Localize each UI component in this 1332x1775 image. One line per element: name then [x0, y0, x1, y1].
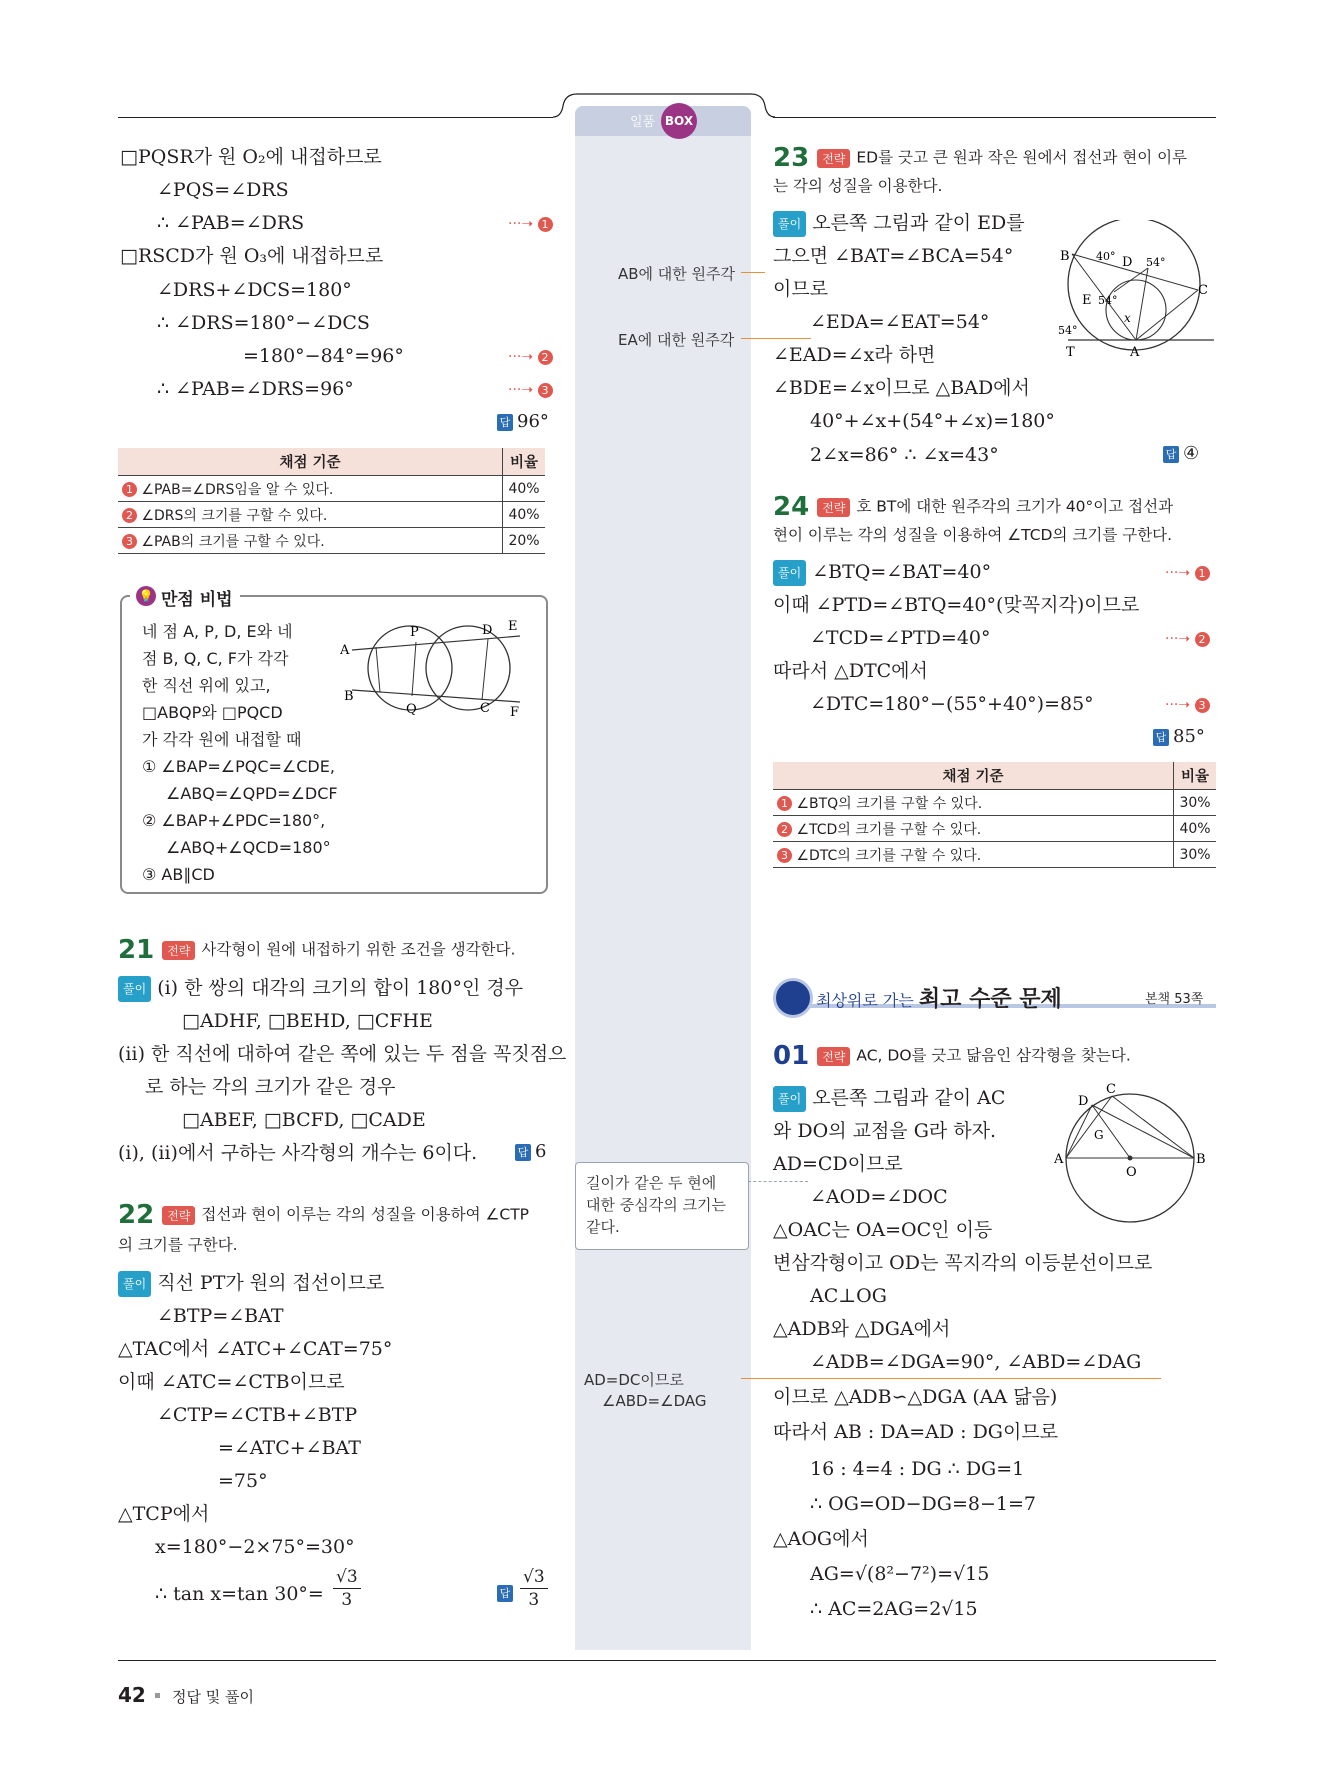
row-num: 2: [777, 822, 792, 837]
tip-line: ② ∠BAP+∠PDC=180°,: [142, 811, 326, 830]
problem-number: 23: [773, 143, 810, 173]
marker-3: ···➝ 3: [1165, 697, 1210, 713]
tip-lines: [142, 618, 338, 888]
tip-line: ∠ABQ=∠QPD=∠DCF: [166, 784, 338, 803]
p22-line-6: =∠ATC+∠BAT: [218, 1437, 361, 1459]
answer-24: [1153, 726, 1205, 747]
p22-line-2: ∠BTP=∠BAT: [157, 1305, 284, 1327]
p01-line-16: ∴ AC=2AG=2√15: [810, 1598, 978, 1620]
problem-01-header: [773, 1041, 1131, 1071]
p23-line-4: ∠EDA=∠EAT=54°: [810, 311, 990, 333]
marker-2: ···➝ 2: [508, 349, 553, 365]
fig-label-C: C: [480, 701, 490, 716]
p23-line-3: 이므로: [773, 278, 829, 300]
answer-icon: 답: [1163, 446, 1179, 463]
top-rule-right: [773, 117, 1216, 118]
answer-20-value: 96°: [517, 411, 549, 432]
solution-tag: 풀이: [118, 1271, 151, 1297]
fig-label-E: E: [1082, 293, 1092, 308]
p23-line-1: [773, 211, 1025, 237]
tip-line: ∠ABQ+∠QCD=180°: [166, 838, 331, 857]
p23-line-2: 그으면 ∠BAT=∠BCA=54°: [773, 245, 1014, 267]
p01-line-14: △AOG에서: [773, 1528, 869, 1550]
left-line-2: ∠PQS=∠DRS: [157, 179, 289, 201]
row-ratio: 30%: [1174, 790, 1217, 816]
table-row: [773, 842, 1216, 868]
top-rule-left: [118, 117, 553, 118]
p22-line-9: x=180°−2×75°=30°: [155, 1536, 355, 1558]
row-ratio: 40%: [1174, 816, 1217, 842]
left-line-5: ∠DRS+∠DCS=180°: [157, 279, 352, 301]
p23-line-7: 40°+∠x+(54°+∠x)=180°: [810, 410, 1055, 432]
p01-line-11: 따라서 AB : DA=AD : DG이므로: [773, 1421, 1059, 1443]
row-ratio: 30%: [1174, 842, 1217, 868]
p22-line-10: ∴ tan x=tan 30°=: [155, 1583, 324, 1605]
note-chord-lines: [586, 1172, 726, 1238]
answer-21-value: 6: [535, 1141, 547, 1162]
table1-header-criteria: 채점 기준: [118, 448, 503, 476]
fig-label-T: T: [1066, 345, 1075, 360]
fig-label-C: C: [1198, 283, 1208, 298]
table2-header-ratio: 비율: [1174, 762, 1217, 790]
p23-line-5: ∠EAD=∠x라 하면: [773, 344, 936, 366]
problem-22-title-2: 의 크기를 구한다.: [118, 1236, 238, 1254]
note-abd-dag: ∠ABD=∠DAG: [602, 1392, 707, 1410]
fig-label-B: B: [1196, 1152, 1206, 1167]
left-line-3: ∴ ∠PAB=∠DRS: [157, 212, 305, 234]
tangent-circles-figure: [1058, 220, 1218, 360]
problem-23-title-2: 는 각의 성질을 이용한다.: [773, 177, 943, 195]
fig-label-A: A: [1130, 345, 1140, 360]
p24-line-2: 이때 ∠PTD=∠BTQ=40°(맞꼭지각)이므로: [773, 594, 1140, 616]
p24-line-3: ∠TCD=∠PTD=40°: [810, 627, 991, 649]
left-line-6: ∴ ∠DRS=180°−∠DCS: [157, 312, 370, 334]
section-title-pre: 최상위로 가는: [816, 991, 914, 1010]
p01-line-10: 이므로 △ADB∽△DGA (AA 닮음): [773, 1386, 1058, 1408]
p22-line-1: [118, 1271, 384, 1297]
tip-line: □ABQP와 □PQCD: [142, 703, 283, 722]
answer-20: [497, 411, 549, 432]
problem-title: 호 BT에 대한 원주각의 크기가 40°이고 접선과: [856, 497, 1174, 516]
problem-24-title-2: 현이 이루는 각의 성질을 이용하여 ∠TCD의 크기를 구한다.: [773, 526, 1173, 544]
fig-label-x: x: [1124, 311, 1131, 325]
table1-header-ratio: 비율: [503, 448, 546, 476]
strategy-tag: 전략: [817, 1047, 850, 1066]
fig-label-G: G: [1094, 1128, 1104, 1142]
p24-text: ∠BTQ=∠BAT=40°: [812, 561, 992, 583]
p01-text: 오른쪽 그림과 같이 AC: [812, 1087, 1006, 1109]
problem-title: 사각형이 원에 내접하기 위한 조건을 생각한다.: [201, 940, 516, 959]
p01-line-12: 16 : 4=4 : DG ∴ DG=1: [810, 1458, 1025, 1480]
fig-label-A: A: [340, 643, 350, 658]
p01-line-6: 변삼각형이고 OD는 꼭지각의 이등분선이므로: [773, 1252, 1153, 1274]
page-number: 42: [118, 1683, 146, 1707]
problem-title: AC, DO를 긋고 닮음인 삼각형을 찾는다.: [856, 1046, 1131, 1065]
p22-line-5: ∠CTP=∠CTB+∠BTP: [157, 1404, 358, 1426]
strategy-tag: 전략: [817, 149, 850, 168]
note-connector: [748, 1181, 808, 1182]
fig-label-D: D: [1122, 255, 1133, 270]
row-num: 1: [122, 482, 137, 497]
answer-22: [497, 1582, 517, 1603]
problem-number: 24: [773, 492, 810, 522]
answer-21: [515, 1141, 546, 1162]
p22-line-3: △TAC에서 ∠ATC+∠CAT=75°: [118, 1338, 393, 1360]
fig-label-E: E: [508, 620, 518, 634]
note-connector: [741, 272, 765, 273]
row-text: ∠PAB=∠DRS임을 알 수 있다.: [141, 481, 334, 498]
note-arc-ea: EA에 대한 원주각: [618, 331, 735, 349]
problem-title: ED를 긋고 큰 원과 작은 원에서 접선과 현이 이루: [856, 148, 1188, 167]
p01-line-2: 와 DO의 교점을 G라 하자.: [773, 1120, 997, 1142]
p01-line-13: ∴ OG=OD−DG=8−1=7: [810, 1493, 1036, 1515]
answer-22-fraction: [520, 1566, 548, 1611]
problem-title: 접선과 현이 이루는 각의 성질을 이용하여 ∠CTP: [201, 1205, 530, 1224]
note-connector: [741, 338, 811, 339]
row-ratio: 40%: [503, 476, 546, 502]
fig-label-Q: Q: [406, 702, 417, 717]
p24-line-5: ∠DTC=180°−(55°+40°)=85°: [810, 693, 1094, 715]
row-num: 1: [777, 796, 792, 811]
note-line: 같다.: [586, 1218, 620, 1236]
note-connector: [741, 1378, 1161, 1379]
problem-23-header: [773, 143, 1187, 173]
p01-line-8: △ADB와 △DGA에서: [773, 1318, 951, 1340]
marker-2: ···➝ 2: [1165, 631, 1210, 647]
row-text: ∠DRS의 크기를 구할 수 있다.: [141, 507, 328, 524]
strategy-tag: 전략: [162, 941, 195, 960]
marker-3: ···➝ 3: [508, 382, 553, 398]
p01-line-3: AD=CD이므로: [773, 1153, 903, 1175]
tip-line: ③ AB∥CD: [142, 865, 215, 884]
fig-label-54-top: 54°: [1146, 256, 1166, 269]
left-line-1: □PQSR가 원 O₂에 내접하므로: [120, 146, 382, 168]
p01-line-7: AC⊥OG: [810, 1285, 887, 1307]
answer-24-value: 85°: [1173, 726, 1205, 747]
p01-line-1: [773, 1086, 1005, 1112]
row-text: ∠BTQ의 크기를 구할 수 있다.: [796, 795, 983, 812]
answer-icon: 답: [497, 1585, 513, 1602]
left-line-7: =180°−84°=96°: [243, 345, 404, 367]
problem-number: 22: [118, 1200, 155, 1230]
table-row: [773, 816, 1216, 842]
strategy-tag: 전략: [162, 1206, 195, 1225]
table-row: [118, 502, 545, 528]
p22-line-7: =75°: [218, 1470, 268, 1492]
fig-label-54-mid: 54°: [1098, 294, 1118, 307]
tip-title: 만점 비법: [161, 590, 233, 610]
fig-label-40: 40°: [1096, 250, 1116, 263]
solution-tag: 풀이: [118, 976, 151, 1002]
p21-line-3: (ⅱ) 한 직선에 대하여 같은 쪽에 있는 두 점을 꼭짓점으: [118, 1043, 567, 1065]
p23-line-8: 2∠x=86° ∴ ∠x=43°: [810, 444, 999, 466]
lightbulb-icon: 💡: [136, 586, 156, 606]
p21-line-2: □ADHF, □BEHD, □CFHE: [182, 1010, 433, 1032]
table-row: [773, 790, 1216, 816]
section-bullet-icon: [773, 978, 813, 1018]
note-line: 대한 중심각의 크기는: [586, 1196, 726, 1214]
solution-tag: 풀이: [773, 211, 806, 237]
marker-1: ···➝ 1: [508, 216, 553, 232]
marker-1: ···➝ 1: [1165, 565, 1210, 581]
p21-text: (ⅰ) 한 쌍의 대각의 크기의 합이 180°인 경우: [157, 977, 524, 999]
footer-label: 정답 및 풀이: [172, 1688, 254, 1706]
tip-line: ① ∠BAP=∠PQC=∠CDE,: [142, 757, 335, 776]
left-line-8: ∴ ∠PAB=∠DRS=96°: [157, 378, 354, 400]
fig-label-C: C: [1106, 1083, 1116, 1097]
p01-line-15: AG=√(8²−7²)=√15: [810, 1563, 990, 1585]
answer-icon: 답: [515, 1144, 531, 1161]
row-num: 3: [777, 848, 792, 863]
tip-line: 점 B, Q, C, F가 각각: [142, 649, 289, 668]
row-text: ∠TCD의 크기를 구할 수 있다.: [796, 821, 982, 838]
table-row: [118, 528, 545, 554]
note-line: 길이가 같은 두 현에: [586, 1174, 717, 1192]
semicircle-figure: [1040, 1083, 1210, 1223]
p23-text: 오른쪽 그림과 같이 ED를: [812, 212, 1025, 234]
answer-23: [1163, 443, 1199, 464]
problem-number: 21: [118, 935, 155, 965]
solution-tag: 풀이: [773, 560, 806, 586]
fraction-denominator: 3: [341, 1590, 353, 1610]
answer-icon: 답: [497, 414, 513, 431]
badge-box: BOX: [661, 103, 697, 139]
fig-label-A: A: [1054, 1152, 1064, 1167]
p21-line-6: (ⅰ), (ⅱ)에서 구하는 사각형의 개수는 6이다.: [118, 1142, 478, 1164]
answer-23-value: ④: [1183, 443, 1200, 464]
p01-line-9: ∠ADB=∠DGA=90°, ∠ABD=∠DAG: [810, 1351, 1142, 1373]
criteria-table-2: [773, 762, 1216, 868]
problem-number: 01: [773, 1041, 810, 1071]
p24-line-1: [773, 560, 991, 586]
answer-icon: 답: [1153, 729, 1169, 746]
p22-line-4: 이때 ∠ATC=∠CTB이므로: [118, 1371, 345, 1393]
p21-line-1: [118, 976, 523, 1002]
row-num: 3: [122, 534, 137, 549]
p01-line-4: ∠AOD=∠DOC: [810, 1186, 948, 1208]
fig-label-F: F: [510, 705, 520, 720]
row-num: 2: [122, 508, 137, 523]
p22-text: 직선 PT가 원의 접선이므로: [157, 1272, 385, 1294]
note-ad-dc: AD=DC이므로: [584, 1371, 684, 1389]
problem-21-header: [118, 935, 515, 965]
p24-line-4: 따라서 △DTC에서: [773, 660, 928, 682]
footer-rule: [118, 1660, 1216, 1661]
problem-24-header: [773, 492, 1173, 522]
p23-line-6: ∠BDE=∠x이므로 △BAD에서: [773, 377, 1030, 399]
p21-line-4: 로 하는 각의 크기가 같은 경우: [145, 1076, 396, 1098]
row-ratio: 40%: [503, 502, 546, 528]
fraction-denominator: 3: [528, 1590, 540, 1610]
section-title: [816, 982, 1062, 1013]
left-line-4: □RSCD가 원 O₃에 내접하므로: [120, 245, 384, 267]
solution-tag: 풀이: [773, 1086, 806, 1112]
p21-line-5: □ABEF, □BCFD, □CADE: [182, 1109, 426, 1131]
table2-header-criteria: 채점 기준: [773, 762, 1174, 790]
fraction-sqrt3-3: [333, 1566, 361, 1611]
table-row: [118, 476, 545, 502]
fig-label-O: O: [1126, 1165, 1137, 1180]
fig-label-54-bottom: 54°: [1058, 324, 1078, 337]
fig-label-B: B: [344, 689, 354, 704]
two-circles-figure: [340, 620, 530, 720]
section-title-main: 최고 수준 문제: [918, 987, 1062, 1012]
badge-prefix: 일품: [630, 115, 656, 130]
problem-22-header: [118, 1200, 529, 1230]
tip-line: 한 직선 위에 있고,: [142, 676, 271, 695]
fig-label-B: B: [1060, 249, 1070, 264]
fig-label-D: D: [1078, 1094, 1089, 1109]
section-ref: 본책 53쪽: [1145, 992, 1204, 1007]
fig-label-D: D: [482, 623, 493, 638]
fraction-numerator: √3: [520, 1566, 548, 1589]
tip-line: 네 점 A, P, D, E와 네: [142, 622, 293, 641]
row-text: ∠PAB의 크기를 구할 수 있다.: [141, 533, 325, 550]
p22-line-8: △TCP에서: [118, 1503, 210, 1525]
criteria-table-1: [118, 448, 545, 554]
note-arc-ab: AB에 대한 원주각: [618, 265, 736, 283]
fraction-numerator: √3: [333, 1566, 361, 1589]
row-text: ∠DTC의 크기를 구할 수 있다.: [796, 847, 982, 864]
strategy-tag: 전략: [817, 498, 850, 517]
p01-line-5: △OAC는 OA=OC인 이등: [773, 1219, 993, 1241]
fig-label-P: P: [410, 625, 419, 640]
footer-dot: [155, 1693, 160, 1698]
row-ratio: 20%: [503, 528, 546, 554]
tip-line: 가 각각 원에 내접할 때: [142, 730, 302, 749]
